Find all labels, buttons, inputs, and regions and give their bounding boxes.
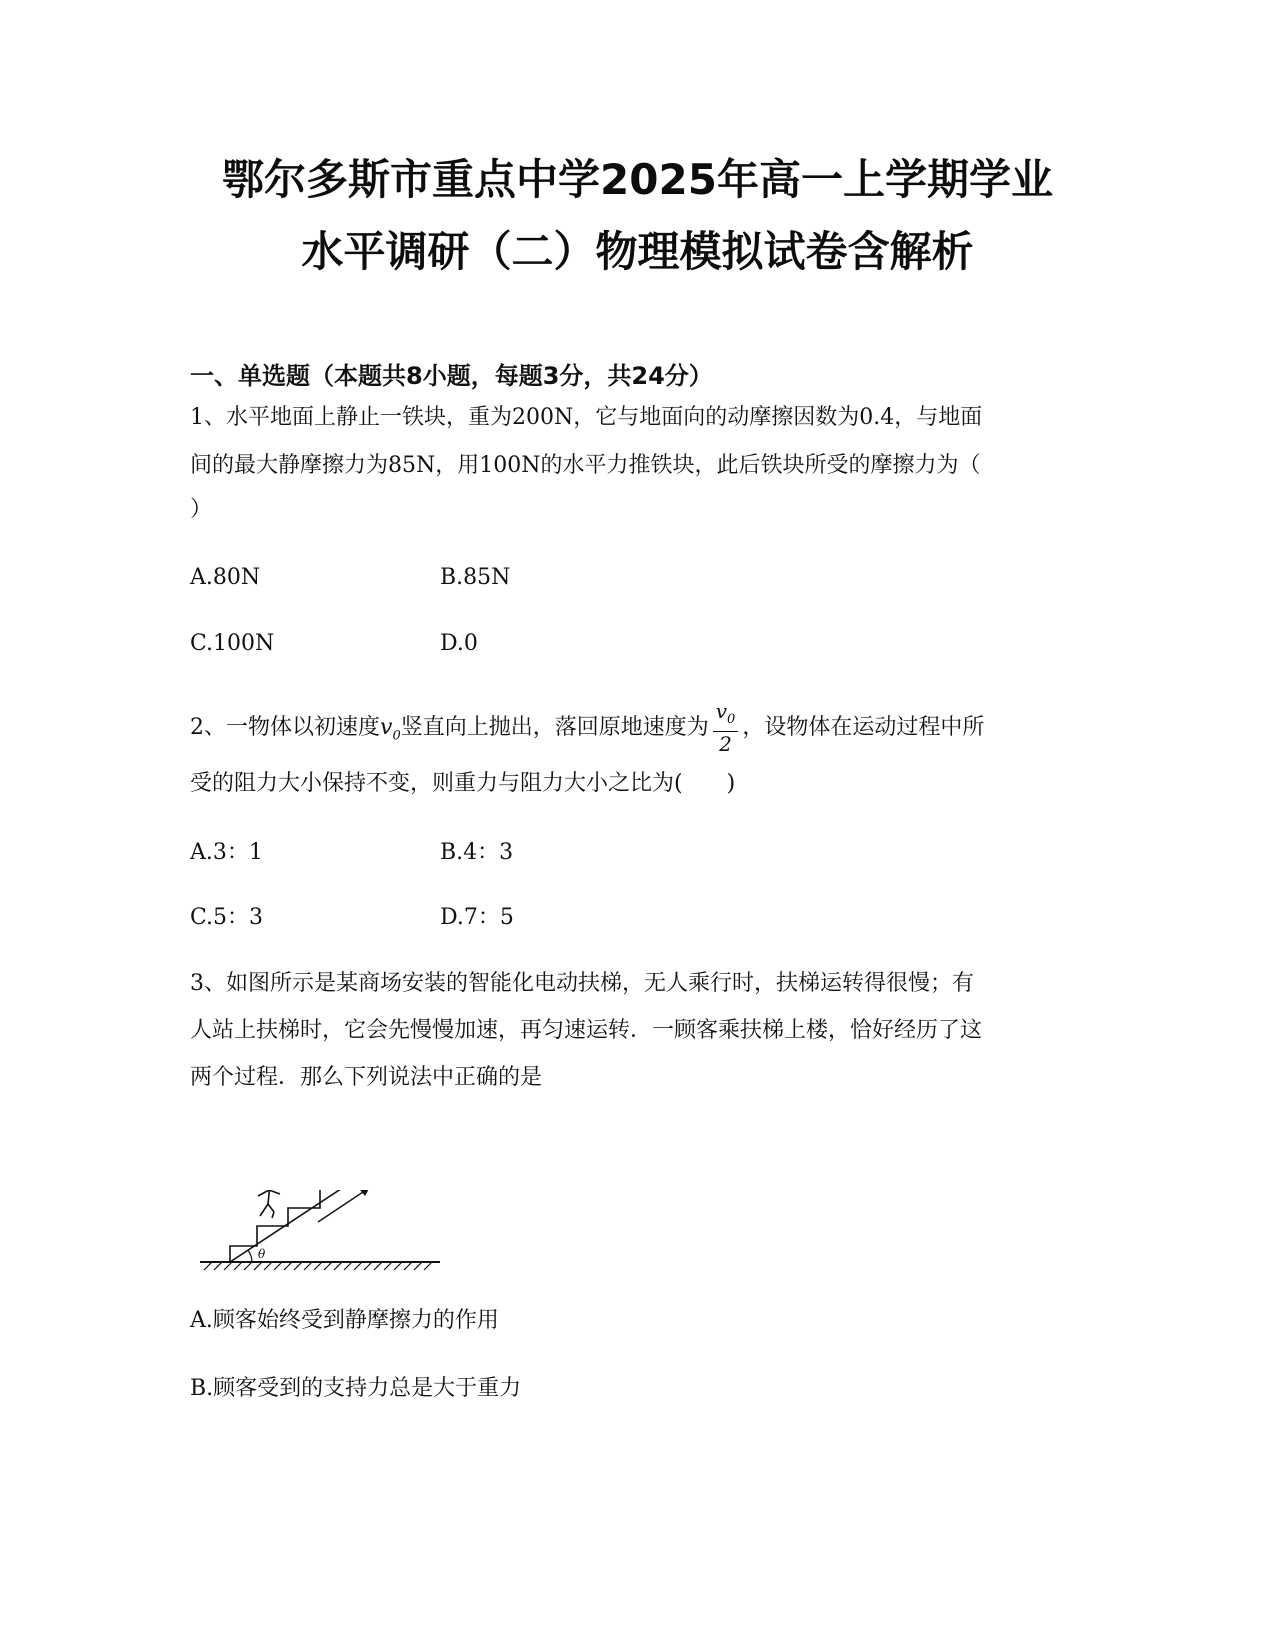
q3-text-line1: 3、如图所示是某商场安装的智能化电动扶梯，无人乘行时，扶梯运转得很慢；有: [190, 971, 974, 996]
q1-option-d: D.0: [440, 631, 478, 656]
q2-option-b: B.4：3: [440, 840, 514, 865]
q3-text-line3: 两个过程．那么下列说法中正确的是: [190, 1065, 543, 1090]
page-title-line1: 鄂尔多斯市重点中学2025年高一上学期学业: [222, 155, 1053, 204]
person-figure: [258, 1190, 280, 1218]
q1-option-b: B.85N: [440, 565, 511, 590]
q1-option-a: A.80N: [190, 565, 261, 590]
q2-text-pre: 2、一物体以初速度: [190, 715, 380, 740]
escalator-figure: [200, 1190, 450, 1290]
page-title-line2: 水平调研（二）物理模拟试卷含解析: [301, 227, 974, 276]
q2-text-mid: 竖直向上抛出，落回原地速度为: [400, 715, 709, 740]
section-heading: 一、单选题（本题共8小题，每题3分，共24分）: [190, 362, 713, 390]
q1-option-c: C.100N: [190, 631, 275, 656]
q1-text-line1: 1、水平地面上静止一铁块，重为200N，它与地面向的动摩擦因数为0.4，与地面: [190, 405, 983, 430]
ground-hatching: [204, 1262, 432, 1270]
q2-option-d: D.7：5: [440, 905, 514, 930]
q3-text-line2: 人站上扶梯时，它会先慢慢加速，再匀速运转．一顾客乘扶梯上楼，恰好经历了这: [190, 1018, 983, 1043]
angle-theta-label: θ: [258, 1247, 266, 1261]
q2-v0-symbol: $v_0$: [380, 715, 401, 744]
q2-text-line1: [190, 700, 984, 756]
q3-option-a: A.顾客始终受到静摩擦力的作用: [190, 1308, 499, 1333]
q1-text-line2: 间的最大静摩擦力为85N，用100N的水平力推铁块，此后铁块所受的摩擦力为（: [190, 453, 981, 478]
q2-text-post: ，设物体在运动过程中所: [742, 715, 985, 740]
q2-option-c: C.5：3: [190, 905, 264, 930]
q2-fraction: $\frac{v_0}{2}$: [713, 700, 739, 756]
q3-option-b: B.顾客受到的支持力总是大于重力: [190, 1376, 522, 1401]
q2-text-line2: 受的阻力大小保持不变，则重力与阻力大小之比为( ): [190, 771, 736, 796]
q1-text-line3: ）: [190, 497, 213, 522]
q2-option-a: A.3：1: [190, 840, 263, 865]
